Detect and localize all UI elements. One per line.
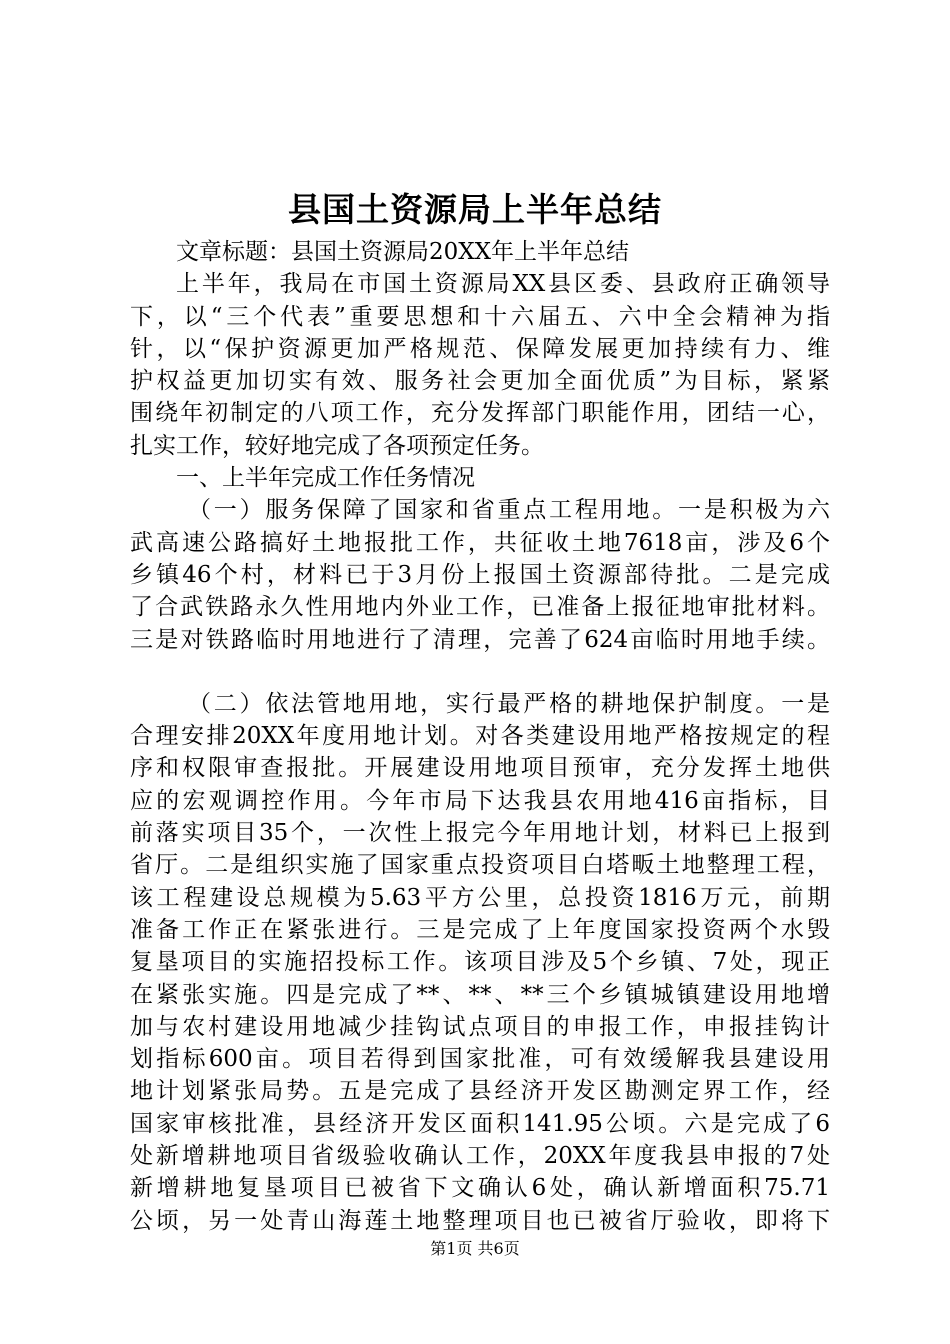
paragraph-line: 地计划紧张局势。五是完成了县经济开发区勘测定界工作，经 bbox=[130, 1078, 830, 1105]
paragraph-line: 复垦项目的实施招投标工作。该项目涉及5个乡镇、7处，现正 bbox=[130, 949, 830, 976]
paragraph-line: 前落实项目35个，一次性上报完今年用地计划，材料已上报到 bbox=[130, 820, 830, 847]
paragraph-line: 新增耕地复垦项目已被省下文确认6处，确认新增面积75.71 bbox=[130, 1175, 830, 1202]
paragraph-line: 上半年，我局在市国土资源局XX县区委、县政府正确领导 bbox=[176, 271, 830, 298]
paragraph-line: 序和权限审查报批。开展建设用地项目预审，充分发挥土地供 bbox=[130, 755, 830, 782]
paragraph-line: 围绕年初制定的八项工作，充分发挥部门职能作用，团结一心， bbox=[130, 400, 830, 427]
paragraph-line: 下，以“三个代表”重要思想和十六届五、六中全会精神为指 bbox=[130, 303, 830, 330]
paragraph-line: 针，以“保护资源更加严格规范、保障发展更加持续有力、维 bbox=[130, 335, 830, 362]
paragraph-line: 护权益更加切实有效、服务社会更加全面优质”为目标，紧紧 bbox=[130, 368, 830, 395]
page-footer: 第1页 共6页 bbox=[430, 1239, 520, 1258]
paragraph-line: 省厅。二是组织实施了国家重点投资项目白塔畈土地整理工程， bbox=[130, 852, 830, 879]
paragraph-line: 处新增耕地项目省级验收确认工作，20XX年度我县申报的7处 bbox=[130, 1143, 830, 1170]
paragraph-line: 划指标600亩。项目若得到国家批准，可有效缓解我县建设用 bbox=[130, 1046, 830, 1073]
paragraph-line: 加与农村建设用地减少挂钩试点项目的申报工作，申报挂钩计 bbox=[130, 1013, 830, 1040]
document-title: 县国土资源局上半年总结 bbox=[288, 190, 662, 229]
paragraph-spacer bbox=[130, 656, 830, 688]
section-heading: 一、上半年完成工作任务情况 bbox=[176, 465, 475, 492]
paragraph-line: 该工程建设总规模为5.63平方公里，总投资1816万元，前期 bbox=[130, 884, 830, 911]
document-body bbox=[130, 236, 830, 1237]
paragraph-line: （一）服务保障了国家和省重点工程用地。一是积极为六 bbox=[188, 497, 830, 524]
paragraph-line: 了合武铁路永久性用地内外业工作，已准备上报征地审批材料。 bbox=[130, 594, 830, 621]
paragraph-line: 准备工作正在紧张进行。三是完成了上年度国家投资两个水毁 bbox=[130, 916, 830, 943]
paragraph-line: 在紧张实施。四是完成了**、**、**三个乡镇城镇建设用地增 bbox=[130, 981, 830, 1008]
paragraph-line: 武高速公路搞好土地报批工作，共征收土地7618亩，涉及6个 bbox=[130, 529, 830, 556]
paragraph-line: 三是对铁路临时用地进行了清理，完善了624亩临时用地手续。 bbox=[130, 626, 830, 653]
paragraph-line: 合理安排20XX年度用地计划。对各类建设用地严格按规定的程 bbox=[130, 723, 830, 750]
paragraph-line: 乡镇46个村，材料已于3月份上报国土资源部待批。二是完成 bbox=[130, 561, 830, 588]
paragraph-line: （二）依法管地用地，实行最严格的耕地保护制度。一是 bbox=[188, 690, 830, 717]
paragraph-line: 扎实工作，较好地完成了各项预定任务。 bbox=[130, 432, 544, 459]
paragraph-line: 国家审核批准，县经济开发区面积141.95公顷。六是完成了6 bbox=[130, 1110, 830, 1137]
paragraph-line: 公顷，另一处青山海莲土地整理项目也已被省厅验收，即将下 bbox=[130, 1207, 830, 1234]
article-title-line: 文章标题：县国土资源局20XX年上半年总结 bbox=[176, 239, 630, 265]
paragraph-line: 应的宏观调控作用。今年市局下达我县农用地416亩指标，目 bbox=[130, 787, 830, 814]
